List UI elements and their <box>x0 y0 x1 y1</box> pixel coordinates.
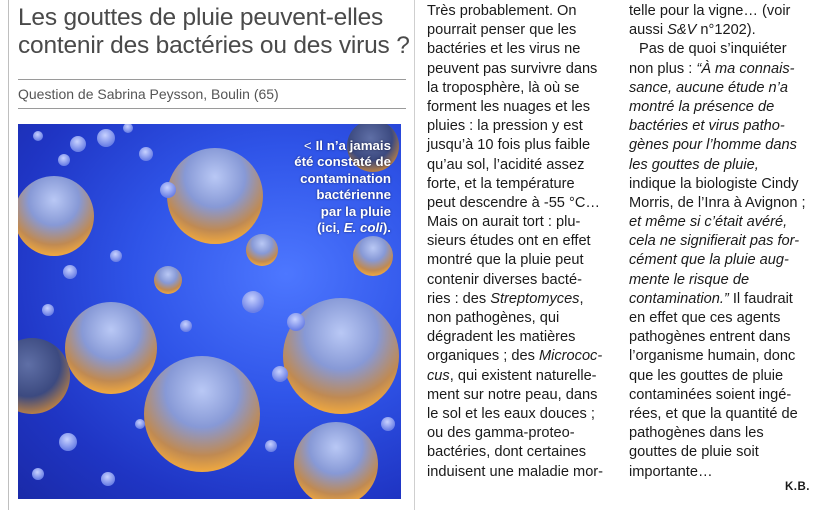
bacterium-cell <box>144 356 260 472</box>
text-line: pathogènes entrent dans <box>629 329 791 346</box>
bacterium-cell <box>18 338 70 414</box>
caption-line: par la pluie <box>320 203 391 219</box>
text-line: indique la biologiste Cindy <box>629 175 799 192</box>
caption-line: contamination <box>300 170 391 186</box>
quote-line: sance, aucune étude n’a <box>629 79 789 96</box>
small-cell <box>33 131 43 141</box>
text-line: le sol et les eaux douces ; <box>427 405 595 422</box>
small-cell <box>180 320 192 332</box>
text-line: non pathogènes, qui <box>427 310 560 326</box>
small-cell <box>123 124 133 133</box>
text-line: Morris, de l’Inra à Avignon ; <box>629 194 806 211</box>
caption-line: bactérienne <box>316 187 391 203</box>
body-column-1 <box>427 2 613 482</box>
text-line: que les gouttes de pluie <box>629 367 784 384</box>
small-cell <box>160 182 176 198</box>
text-line: bactéries et les virus ne <box>427 41 581 58</box>
text-line: Pas de quoi s’inquiéter <box>639 41 787 58</box>
text-line: pluies : la pression y est <box>427 118 583 135</box>
bacterium-cell <box>18 176 94 256</box>
author-signature: K.B. <box>785 481 810 493</box>
body-column-2 <box>629 2 819 482</box>
quote-line: montré la présence de <box>629 98 775 115</box>
text-line: organiques ; des Micrococ- <box>427 348 603 365</box>
text-line: telle pour la vigne… (voir <box>629 3 791 19</box>
small-cell <box>58 154 70 166</box>
text-line: l’organisme humain, donc <box>629 348 796 365</box>
text-line: dégradent les matières <box>427 329 576 346</box>
byline-rule <box>18 108 406 109</box>
small-cell <box>135 419 145 429</box>
small-cell <box>70 136 86 152</box>
text-line: ries : des Streptomyces, <box>427 290 584 307</box>
bacterium-cell <box>246 234 278 266</box>
text-line: forte, et la température <box>427 175 575 192</box>
text-line: bactéries, dont certaines <box>427 444 586 461</box>
text-line: rées, et que la quantité de <box>629 405 798 422</box>
text-line: pourrait penser que les <box>427 22 577 39</box>
small-cell <box>381 417 395 431</box>
text-line: forment les nuages et les <box>427 98 591 115</box>
small-cell <box>287 313 305 331</box>
text-line: la troposphère, là où se <box>427 79 580 96</box>
text-line: contamination.” Il faudrait <box>629 290 793 307</box>
text-line: en effet que ces agents <box>629 310 781 326</box>
small-cell <box>272 366 288 382</box>
bacterium-cell <box>294 422 378 499</box>
quote-line: les gouttes de pluie, <box>629 156 759 173</box>
text-line: montré que la pluie peut <box>427 252 584 269</box>
title-line-1: Les gouttes de pluie peuvent-elles <box>18 4 384 31</box>
byline: Question de Sabrina Peysson, Boulin (65) <box>18 86 279 102</box>
text-line: ou des gamma-proteo- <box>427 425 575 442</box>
quote-line: bactéries et virus patho- <box>629 118 785 135</box>
bacterium-cell <box>167 148 263 244</box>
text-line: gouttes de pluie soit <box>629 444 759 461</box>
small-cell <box>32 468 44 480</box>
text-line: sieurs études ont en effet <box>427 233 591 250</box>
column-divider <box>414 0 415 510</box>
text-line: non plus : “À ma connais- <box>629 60 795 77</box>
small-cell <box>139 147 153 161</box>
small-cell <box>63 265 77 279</box>
small-cell <box>265 440 277 452</box>
bacteria-photo <box>18 124 401 499</box>
quote-line: mente le risque de <box>629 271 750 288</box>
photo-caption <box>271 138 391 236</box>
small-cell <box>42 304 54 316</box>
quote-line: gènes pour l’homme dans <box>629 137 797 154</box>
text-line: peuvent pas survivre dans <box>427 60 598 77</box>
text-line: contaminées soient ingé- <box>629 386 792 403</box>
bacterium-cell <box>353 236 393 276</box>
page-margin-rule <box>8 0 9 510</box>
text-line: pathogènes dans les <box>629 425 764 442</box>
text-line: aussi S&V n°1202). <box>629 22 756 39</box>
small-cell <box>97 129 115 147</box>
small-cell <box>242 291 264 313</box>
text-line: cus, qui existent naturelle- <box>427 367 597 384</box>
text-line: jusqu’à 10 fois plus faible <box>427 137 591 154</box>
small-cell <box>110 250 122 262</box>
small-cell <box>59 433 77 451</box>
bacterium-cell <box>65 302 157 394</box>
caption-line: (ici, E. coli). <box>317 220 391 236</box>
text-line: Très probablement. On <box>427 3 577 19</box>
quote-line: cément que la pluie aug- <box>629 252 789 269</box>
caption-line: été constaté de <box>294 154 391 170</box>
bacterium-cell <box>154 266 182 294</box>
article-title <box>18 4 410 60</box>
text-line: peut descendre à -55 °C… <box>427 194 600 211</box>
quote-line: cela ne signifierait pas for- <box>629 233 800 250</box>
text-line: contenir diverses bacté- <box>427 271 582 288</box>
text-line: ment sur notre peau, dans <box>427 386 598 403</box>
small-cell <box>101 472 115 486</box>
text-line: qu’au sol, l’acidité assez <box>427 156 585 173</box>
caption-arrow: < <box>303 138 312 153</box>
caption-line: < Il n’a jamais <box>303 138 391 153</box>
text-line: induisent une maladie mor- <box>427 463 604 480</box>
text-line: importante… <box>629 463 713 480</box>
quote-line: et même si c’était avéré, <box>629 214 788 231</box>
title-rule <box>18 79 406 80</box>
title-line-2: contenir des bactéries ou des virus ? <box>18 32 410 59</box>
text-line: Mais on aurait tort : plu- <box>427 214 581 231</box>
